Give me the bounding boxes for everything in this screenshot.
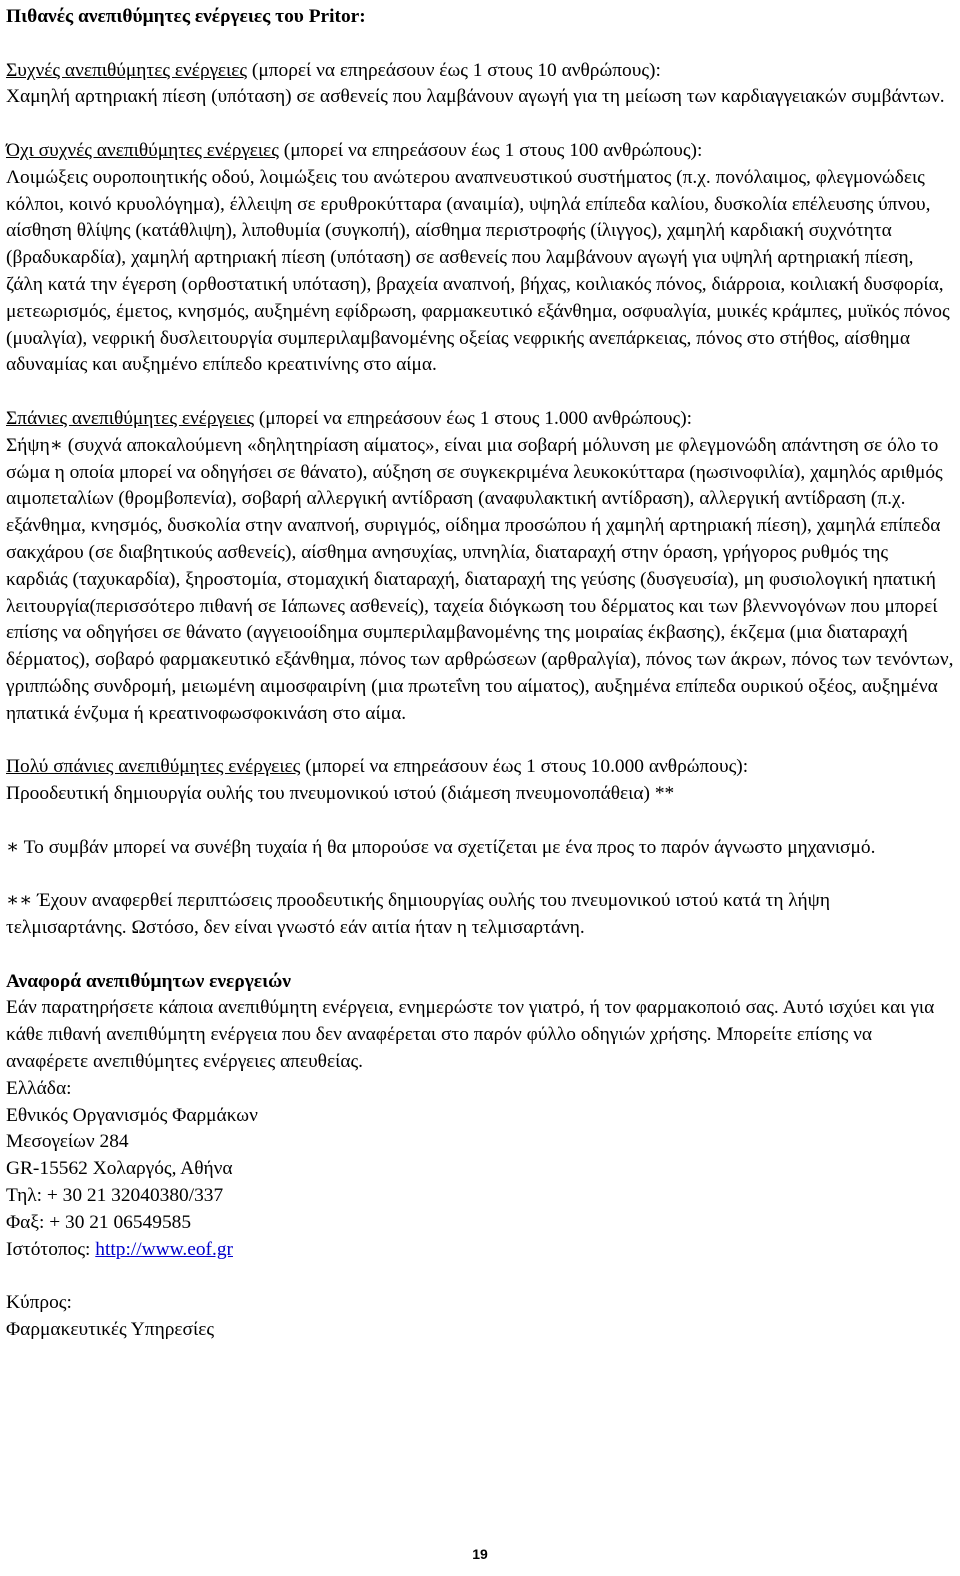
cyprus-country: Κύπρος: xyxy=(6,1292,72,1314)
spacer xyxy=(6,1263,954,1290)
footnote-double-asterisk: ∗∗ Έχουν αναφερθεί περιπτώσεις προοδευτικής δημιουργίας ουλής του πνευμονικού ιστού κατά τη λήψη τελμισαρτάνης. Ωστόσο, δεν είναι γνωστό εάν αιτία ήταν η τελμισαρτάνη. xyxy=(6,890,830,939)
greece-website xyxy=(6,1237,954,1264)
spacer xyxy=(6,942,954,969)
frequency-range: (μπορεί να επηρεάσουν έως 1 στους 1.000 ανθρώπους): xyxy=(254,407,693,429)
frequency-range: (μπορεί να επηρεάσουν έως 1 στους 10 ανθρώπους): xyxy=(247,59,661,81)
frequency-heading-rare xyxy=(6,406,954,433)
cyprus-organization: Φαρμακευτικές Υπηρεσίες xyxy=(6,1319,215,1341)
frequency-label: Όχι συχνές ανεπιθύμητες ενέργειες xyxy=(6,139,279,161)
spacer xyxy=(6,808,954,835)
spacer xyxy=(6,379,954,406)
footnote-single-asterisk: ∗ Το συμβάν μπορεί να συνέβη τυχαία ή θα μπορούσε να σχετίζεται με ένα προς το παρόν άγνωστο μηχανισμό. xyxy=(6,836,876,858)
page-number: 19 xyxy=(472,1546,488,1562)
side-effects-rare: Σήψη∗ (συχνά αποκαλούμενη «δηλητηρίαση αίματος», είναι μια σοβαρή μόλυνση με φλεγμονώδη απάντηση σε όλο το σώμα η οποία μπορεί να οδηγήσει σε θάνατο), αύξηση σε συγκεκριμένα λευκοκύτταρα (ηωσινοφιλία), χαμηλός αριθμός αιμοπεταλίων (θρομβοπενία), σοβαρή αλλεργική αντίδραση (αναφυλακτική αντίδραση), αλλεργική αντίδραση (π.χ. εξάνθημα, κνησμός, δυσκολία στην αναπνοή, συριγμός, οίδημα προσώπου ή χαμηλή αρτηριακή πίεση), χαμηλά επίπεδα σακχάρου (σε διαβητικούς ασθενείς), αίσθημα ανησυχίας, υπνηλία, διαταραχή στην όραση, γρήγορος ρυθμός της καρδιάς (ταχυκαρδία), ξηροστομία, στομαχική διαταραχή, διαταραχή της γεύσης (δυσγευσία), μη φυσιολογική ηπατική λειτουργία(περισσότερο πιθανή σε Ιάπωνες ασθενείς), ταχεία διόγκωση του δέρματος και των βλεννογόνων που μπορεί επίσης να οδηγήσει σε θάνατο (αγγειοοίδημα συμπεριλαμβανομένης της μοιραίας έκβασης), έκζεμα (μια διαταραχή δέρματος), σοβαρό φαρμακευτικό εξάνθημα, πόνος των αρθρώσεων (αρθραλγία), πόνος των άκρων, πόνος των τενόντων, γριππώδης συνδρομή, μειωμένη αιμοσφαιρίνη (μια πρωτεΐνη του αίματος), αυξημένα επίπεδα ουρικού οξέος, αυξημένα ηπατικά ένζυμα ή κρεατινοφωσφοκινάση στο αίμα. xyxy=(6,434,954,724)
spacer xyxy=(6,31,954,58)
document-page xyxy=(6,0,954,1344)
frequency-heading-uncommon xyxy=(6,138,954,165)
side-effects-uncommon: Λοιμώξεις ουροποιητικής οδού, λοιμώξεις του ανώτερου αναπνευστικού συστήματος (π.χ. πονόλαιμος, φλεγμονώδεις κόλποι, κοινό κρυολόγημα), έλλειψη σε ερυθροκύτταρα (αναιμία), υψηλά επίπεδα καλίου, δυσκολία επέλευσης ύπνου, αίσθηση θλίψης (κατάθλιψη), λιποθυμία (συγκοπή), αίσθημα περιστροφής (ίλιγγος), χαμηλή καρδιακή συχνότητα (βραδυκαρδία), χαμηλή αρτηριακή πίεση (υπόταση) σε ασθενείς που λαμβάνουν αγωγή για υψηλή αρτηριακή πίεση, ζάλη κατά την έγερση (ορθοστατική υπόταση), βραχεία αναπνοή, βήχας, κοιλιακός πόνος, διάρροια, κοιλιακή δυσφορία, μετεωρισμός, έμετος, κνησμός, αυξημένη εφίδρωση, φαρμακευτικό εξάνθημα, οσφυαλγία, μυικές κράμπες, μυϊκός πόνος (μυαλγία), νεφρική δυσλειτουργία συμπεριλαμβανομένης οξείας νεφρικής ανεπάρκειας, πόνος στο στήθος, αίσθημα αδυναμίας και αυξημένο επίπεδο κρεατινίνης στο αίμα. xyxy=(6,166,950,376)
greece-phone: Τηλ: + 30 21 32040380/337 xyxy=(6,1185,224,1207)
frequency-label: Σπάνιες ανεπιθύμητες ενέργειες xyxy=(6,407,254,429)
side-effects-very-rare: Προοδευτική δημιουργία ουλής του πνευμονικού ιστού (διάμεση πνευμονοπάθεια) ** xyxy=(6,783,675,805)
greece-street: Μεσογείων 284 xyxy=(6,1131,129,1153)
frequency-heading-very-rare xyxy=(6,754,954,781)
frequency-label: Πολύ σπάνιες ανεπιθύμητες ενέργειες xyxy=(6,756,301,778)
report-text: Εάν παρατηρήσετε κάποια ανεπιθύμητη ενέργεια, ενημερώστε τον γιατρό, ή τον φαρμακοποιό σας. Αυτό ισχύει και για κάθε πιθανή ανεπιθύμητη ενέργεια που δεν αναφέρεται στο παρόν φύλλο οδηγιών χρήσης. Μπορείτε επίσης να αναφέρετε ανεπιθύμητες ενέργειες απευθείας. xyxy=(6,997,935,1073)
frequency-range: (μπορεί να επηρεάσουν έως 1 στους 100 ανθρώπους): xyxy=(278,139,703,161)
website-label: Ιστότοπος: xyxy=(6,1238,96,1260)
greece-fax: Φαξ: + 30 21 06549585 xyxy=(6,1211,192,1233)
frequency-heading-common xyxy=(6,58,954,85)
side-effects-common: Χαμηλή αρτηριακή πίεση (υπόταση) σε ασθενείς που λαμβάνουν αγωγή για τη μείωση των καρδιαγγειακών συμβάντων. xyxy=(6,86,945,108)
website-link[interactable]: http://www.eof.gr xyxy=(95,1238,233,1260)
spacer xyxy=(6,111,954,138)
greece-organization: Εθνικός Οργανισμός Φαρμάκων xyxy=(6,1104,258,1126)
section-title: Πιθανές ανεπιθύμητες ενέργειες του Pritor: xyxy=(6,6,366,27)
spacer xyxy=(6,862,954,889)
greece-city: GR-15562 Χολαργός, Αθήνα xyxy=(6,1158,233,1180)
frequency-label: Συχνές ανεπιθύμητες ενέργειες xyxy=(6,59,248,81)
greece-country: Ελλάδα: xyxy=(6,1077,72,1099)
spacer xyxy=(6,728,954,755)
report-heading: Αναφορά ανεπιθύμητων ενεργειών xyxy=(6,970,291,992)
frequency-range: (μπορεί να επηρεάσουν έως 1 στους 10.000 ανθρώπους): xyxy=(300,756,749,778)
